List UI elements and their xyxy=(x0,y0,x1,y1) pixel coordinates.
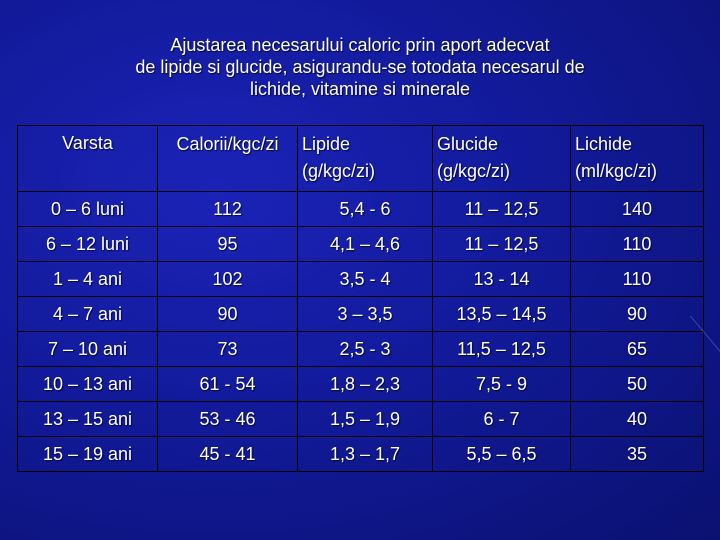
cell-varsta: 6 – 12 luni xyxy=(18,227,158,262)
cell-calorii: 112 xyxy=(158,192,298,227)
table-row xyxy=(18,437,704,472)
cell-glucide: 11,5 – 12,5 xyxy=(433,332,571,367)
header-varsta-label: Varsta xyxy=(62,133,113,153)
table-row xyxy=(18,332,704,367)
cell-glucide: 13,5 – 14,5 xyxy=(433,297,571,332)
cell-lipide: 1,8 – 2,3 xyxy=(298,367,433,402)
cell-glucide: 6 - 7 xyxy=(433,402,571,437)
cell-varsta: 4 – 7 ani xyxy=(18,297,158,332)
header-lipide-unit: (g/kgc/zi) xyxy=(302,161,376,181)
cell-lipide: 2,5 - 3 xyxy=(298,332,433,367)
cell-varsta: 7 – 10 ani xyxy=(18,332,158,367)
slide-title xyxy=(40,34,680,100)
table-row xyxy=(18,227,704,262)
cell-glucide: 7,5 - 9 xyxy=(433,367,571,402)
cell-varsta: 1 – 4 ani xyxy=(18,262,158,297)
cell-lichide: 110 xyxy=(571,227,704,262)
cell-varsta: 13 – 15 ani xyxy=(18,402,158,437)
cell-lipide: 5,4 - 6 xyxy=(298,192,433,227)
table-row xyxy=(18,192,704,227)
cell-glucide: 5,5 – 6,5 xyxy=(433,437,571,472)
header-calorii-label: Calorii/kgc/zi xyxy=(176,134,279,154)
cell-glucide: 11 – 12,5 xyxy=(433,192,571,227)
cell-calorii: 61 - 54 xyxy=(158,367,298,402)
nutrition-table xyxy=(17,125,704,472)
header-lipide-label: Lipide xyxy=(302,134,351,154)
cell-lichide: 50 xyxy=(571,367,704,402)
table-header-row xyxy=(18,126,704,192)
cell-lichide: 65 xyxy=(571,332,704,367)
header-calorii xyxy=(158,126,298,192)
header-glucide-label: Glucide xyxy=(437,134,499,154)
title-line-2: de lipide si glucide, asigurandu-se totodata necesarul de xyxy=(135,57,585,77)
cell-calorii: 45 - 41 xyxy=(158,437,298,472)
header-lichide xyxy=(571,126,704,192)
cell-varsta: 10 – 13 ani xyxy=(18,367,158,402)
cell-varsta: 0 – 6 luni xyxy=(18,192,158,227)
cell-lipide: 4,1 – 4,6 xyxy=(298,227,433,262)
cell-lipide: 3 – 3,5 xyxy=(298,297,433,332)
cell-varsta: 15 – 19 ani xyxy=(18,437,158,472)
header-glucide-unit: (g/kgc/zi) xyxy=(437,161,511,181)
cell-calorii: 90 xyxy=(158,297,298,332)
cell-lichide: 90 xyxy=(571,297,704,332)
cell-glucide: 13 - 14 xyxy=(433,262,571,297)
cell-calorii: 95 xyxy=(158,227,298,262)
header-glucide xyxy=(433,126,571,192)
cell-lipide: 1,3 – 1,7 xyxy=(298,437,433,472)
cell-lichide: 40 xyxy=(571,402,704,437)
cell-lichide: 140 xyxy=(571,192,704,227)
table-row xyxy=(18,297,704,332)
cell-lichide: 35 xyxy=(571,437,704,472)
cell-calorii: 73 xyxy=(158,332,298,367)
cell-calorii: 102 xyxy=(158,262,298,297)
cell-glucide: 11 – 12,5 xyxy=(433,227,571,262)
header-lichide-label: Lichide xyxy=(575,134,633,154)
header-lichide-unit: (ml/kgc/zi) xyxy=(575,161,657,181)
cell-lichide: 110 xyxy=(571,262,704,297)
cell-calorii: 53 - 46 xyxy=(158,402,298,437)
table-row xyxy=(18,262,704,297)
table-row xyxy=(18,367,704,402)
header-lipide xyxy=(298,126,433,192)
title-line-3: lichide, vitamine si minerale xyxy=(249,79,471,99)
cell-lipide: 3,5 - 4 xyxy=(298,262,433,297)
cell-lipide: 1,5 – 1,9 xyxy=(298,402,433,437)
table-row xyxy=(18,402,704,437)
header-varsta xyxy=(18,126,158,192)
title-line-1: Ajustarea necesarului caloric prin aport adecvat xyxy=(170,35,550,55)
